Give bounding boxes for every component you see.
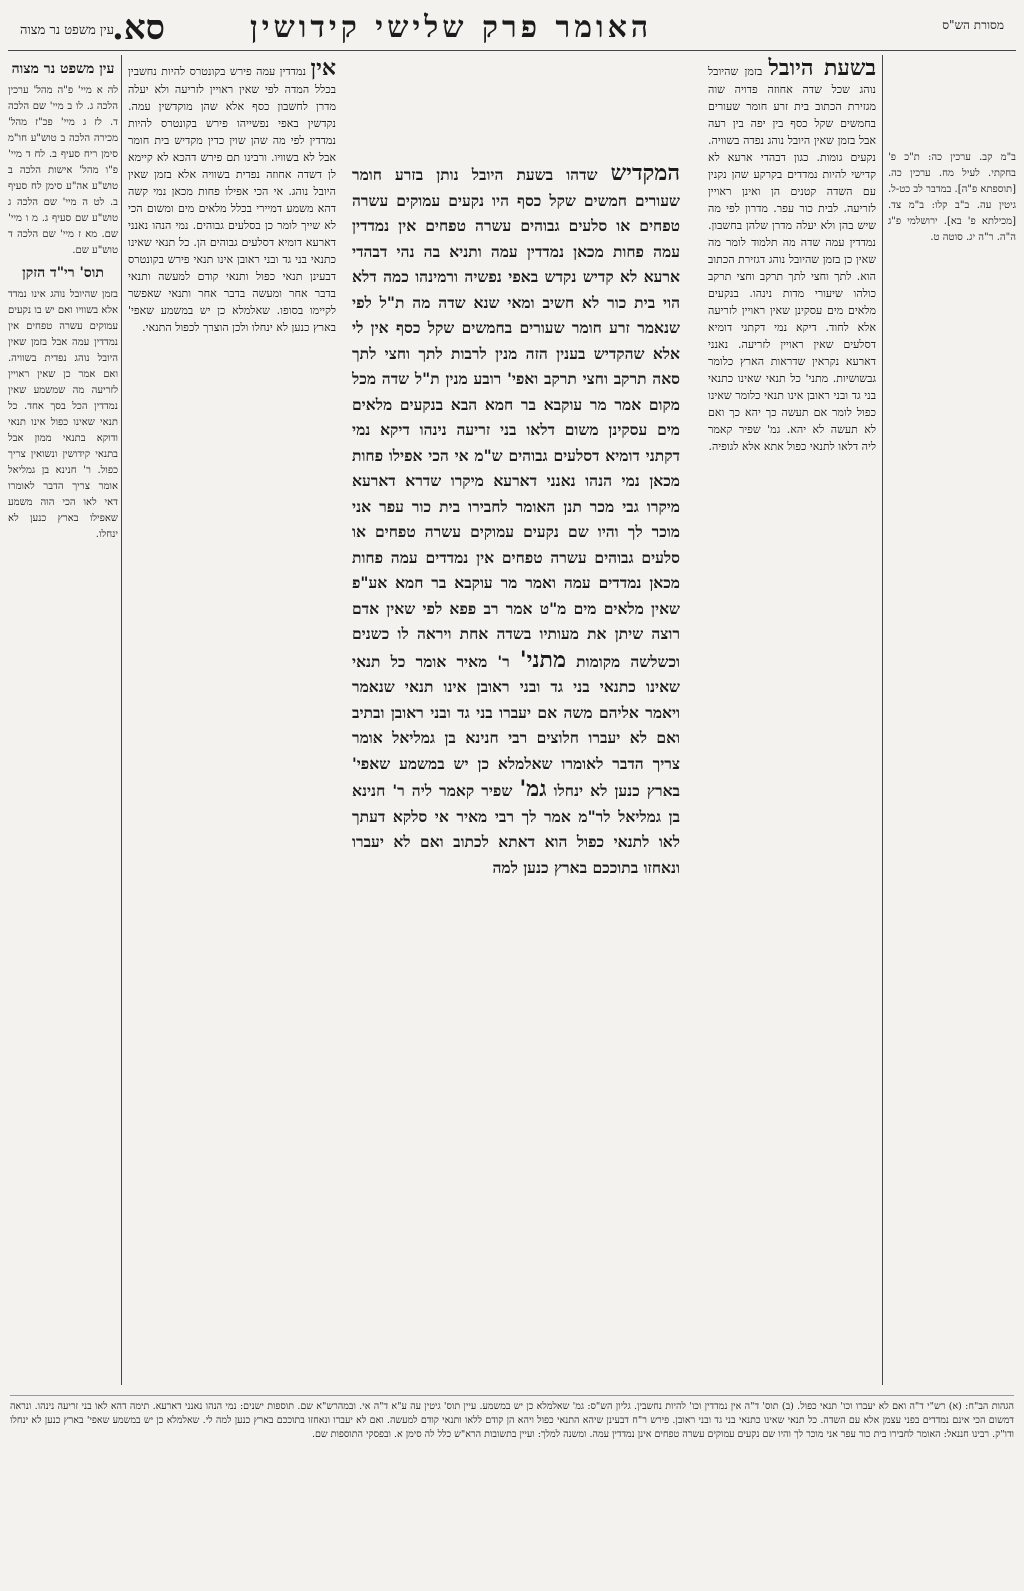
ein-mishpat-column <box>8 55 118 1385</box>
ein-mishpat-text: לה א מיי' פ"ה מהל' ערכין הלכה ג. לו ב מיי' שם הלכה ד. לז ג מיי' פכ"ז מהל' מכירה הלכה ב טוש"ע חו"מ סימן ריח סעיף ב. לח ד מיי' פ"ו מהל' אישות הלכה ב טוש"ע אה"ע סימן לח סעיף ב. לט ה מיי' שם הלכה ג טוש"ע שם סעיף ג. מ ו מיי' שם. מא ז מיי' שם הלכה ד טוש"ע שם. <box>8 85 118 256</box>
header-rule <box>8 50 1016 51</box>
tosafot-column <box>128 55 336 1385</box>
gemara-opening-word: המקדיש <box>610 160 680 186</box>
tosafot-text: נמדדין עמה פירש בקונטרס להיות נחשבין בכלל המדה לפי שאין ראויין לזריעה ולא יעלה מדרן לחשבון כסף אלא שהן מוקדשין עמה. נקדשין באפי נפשייהו פירש בקונטרס להיות נמדדין לפי מה שהן שוין כדין מקדיש בית חומר אבל לא בשוויו. ורבינו תם פירש דהכא לא קיימא לן דשדה אחוזה נפדית בשוויה אלא בזמן שאין היובל נוהג. אי הכי אפילו פחות מכאן נמי קשה דהא משמע דמיירי בכלל מלאים מים ומשום הכי לא שייך לומר כן בסלעים גבוהים. נמי הנהו נאנני דארעא דומיא דסלעים גבוהים הן. כל תנאי שאינו כתנאי בני גד ובני ראובן אינו תנאי פירש בקונטרס דבעינן תנאי כפול ותנאי קודם למעשה ותנאי בדבר אחר ומעשה בדבר אחר ותנאי שאפשר לקיימו בסופו. שאלמלא כן יש במשמע שאפי' בארץ כנען לא ינחלו ולכן הוצרך לכפול התנאי. <box>128 65 336 334</box>
mishnah-label: מתני' <box>519 646 567 673</box>
ein-mishpat-label: עין משפט נר מצוה <box>20 23 114 38</box>
rashi-text: בזמן שהיובל נוהג שכל שדה אחוזה פדויה שוה מגזירת הכתוב בית זרע חומר שעורים בחמשים שקל כסף בין יפה בין רעה אבל בזמן שאין היובל נוהג נפדה בשוויה. נקעים גומות. כגון דבהדי ארעא לא קדישי להיות נמדדים בקרקע שהן נקנין עם השדה קטנים הן ואינן ראויין לזריעה. לבית כור עפר. מדרון לפי מה שיש בהן ולא יעלה מדרן שלהן בחשבון. נמדדין עמה שדה מה תלמוד לומר מה שאין כן בזמן שהיובל נוהג דגזירת הכתוב הוא. לתך וחצי לתך תרקב וחצי תרקב כולהו שיעורי מדות נינהו. בנקעים מלאים מים עסקינן שאין ראויין לזריעה אלא לחוד. דיקא נמי דקתני דומיא דסלעים שאין ראויין לזריעה. נאנני דארעא נקראין שדראות הארץ כלומר גבשושיות. מתני' כל תנאי שאינו כתנאי בני גד ובני ראובן אינו תנאי כלומר שאינו כפול לומר אם תעשה כך יהא כך ואם לא תעשה לא יהא. גמ' שפיר קאמר ליה דלאו לתנאי כפול אתא אלא לגופיה. <box>708 65 876 453</box>
bottom-notes <box>10 1395 1014 1580</box>
gemara-label: גמ' <box>519 776 547 802</box>
column-rule-right <box>882 55 883 1385</box>
tosafot-heading: אין <box>310 55 336 81</box>
gemara-end-text: שפיר קאמר ליה ר' חנינא בן גמליאל לר"מ אמר לך רבי מאיר אי סלקא דעתך לאו לתנאי כפול הוא דאתא לכתוב ואם לא יעברו ונאחזו בתוככם בארץ כנען למה <box>352 781 680 877</box>
bottom-notes-text: הגהות הב"ח: (א) רש"י ד"ה ואם לא יעברו וכו' תנאי כפול. (ב) תוס' ד"ה אין נמדדין וכו' להיות נחשבין. גליון הש"ס: גמ' שאלמלא כן יש במשמע. עיין תוס' גיטין עה ע"א ד"ה אי. ובמהרש"א שם. תוספות ישנים: נמי הנהו נאנני דארעא. תימה דהא לאו בני זריעה נינהו. ונראה דמשום הכי אינם נמדדים בפני עצמן אלא עם השדה. כל תנאי שאינו כתנאי בני גד ובני ראובן. פירש ר"ח דבעינן שיהא התנאי כפול ויהא הן קודם ללאו ותנאי קודם למעשה. ואם לא יעברו ונאחזו בתוככם בארץ כנען למה לי. שאלמלא כן יש במשמע שאפי' בארץ כנען לא ינחלו ודו"ק. רבינו חננאל: האומר לחבירו בית כור עפר אני מוכר לך והיו שם נקעים עמוקים עשרה טפחים אינן נמדדין עמה. ומשנה למלך: ועיין בתשובות הרא"ש כלל לה סימן א. ובפסקי התוספות שם. <box>10 1401 1014 1440</box>
mesorah-hashas-column <box>888 150 1016 246</box>
mesorah-label: מסורת הש"ס <box>942 18 1004 32</box>
gemara-column <box>352 160 680 980</box>
column-rule-left <box>121 55 122 1385</box>
ein-mishpat-heading: עין משפט נר מצוה <box>11 61 115 77</box>
rashi-column <box>708 55 876 1385</box>
mishnah-text: ר' מאיר אומר כל תנאי שאינו כתנאי בני גד ובני ראובן אינו תנאי שנאמר ויאמר אליהם משה אם יעברו בני גד ובני ראובן ובתיב ואם לא יעברו חלוצים רבי חנינא בן גמליאל אומר צריך הדבר לאומרו שאלמלא כן יש במשמע שאפי' בארץ כנען לא ינחלו <box>352 651 680 800</box>
tos-rid-text: בזמן שהיובל נוהג אינו נמדד אלא בשוויו ואם יש בו נקעים עמוקים עשרה טפחים אין נמדדין עמה אבל בזמן שאין היובל נוהג נפדית בשוויה. ואם אמר כן שאין ראויין לזריעה מה שמשמע שאין נמדדין הכל בסך אחד. כל תנאי שאינו כפול אינו תנאי ודוקא בתנאי ממון אבל בתנאי קידושין ונשואין צריך כפול. ר' חנינא בן גמליאל אומר צריך הדבר לאומרו דאי לאו הכי הוה משמע שאפילו בארץ כנען לא ינחלו. <box>8 289 118 540</box>
folio-number: סא. <box>112 8 166 48</box>
tos-rid-heading: תוס' רי"ד הזקן <box>22 265 104 281</box>
mesorah-text: ב"מ קב. ערכין כה: ת"כ פ' בחקתי. לעיל מח. ערכין כה. [תוספתא פ"ה]. במדבר לב כט-ל. גיטין עה. ב"ב קלו: ב"מ צד. [מכילתא פ' בא]. ירושלמי פ"ג ה"ה. ר"ה יג. סוטה ט. <box>888 152 1016 243</box>
page-title: האומר פרק שלישי קידושין <box>250 10 653 45</box>
page-header <box>0 8 1024 48</box>
gemara-text: שדהו בשעת היובל נותן בזרע חומר שעורים חמשים שקל כסף היו נקעים עמוקים עשרה טפחים או סלעים גבוהים עשרה טפחים אין נמדדין עמה פחות מכאן נמדדין עמה ותניא בה נהי דבהדי ארעא לא קדיש נקדש באפי נפשיה ורמינהו כמה דלא הוי בית כור לא חשיב ומאי שנא שדה מה ת"ל לפי שנאמר זרע חומר שעורים בחמשים שקל כסף אין לי אלא שהקדיש בענין הזה מנין לרבות לתך וחצי לתך סאה תרקב וחצי תרקב ואפי' רובע מנין ת"ל שדה מכל מקום אמר מר עוקבא בר חמא הבא בנקעים מלאים מים עסקינן משום דלאו בני זריעה נינהו דיקא נמי דקתני דומיא דסלעים גבוהים ש"מ אי הכי אפילו פחות מכאן נמי הנהו נאנני דארעא מיקרו שדרא דארעא מיקרו גבי מכר תנן האומר לחבירו בית כור עפר אני מוכר לך והיו שם נקעים עמוקים עשרה טפחים או סלעים גבוהים עשרה טפחים אין נמדדים עמה פחות מכאן נמדדים עמה ואמר מר עוקבא בר חמא אע"פ שאין מלאים מים מ"ט אמר רב פפא לפי שאין אדם רוצה שיתן את מעותיו בשדה אחת ויראה לו כשנים וכשלשה מקומות <box>352 165 680 671</box>
rashi-heading: בשעת היובל <box>768 55 876 81</box>
